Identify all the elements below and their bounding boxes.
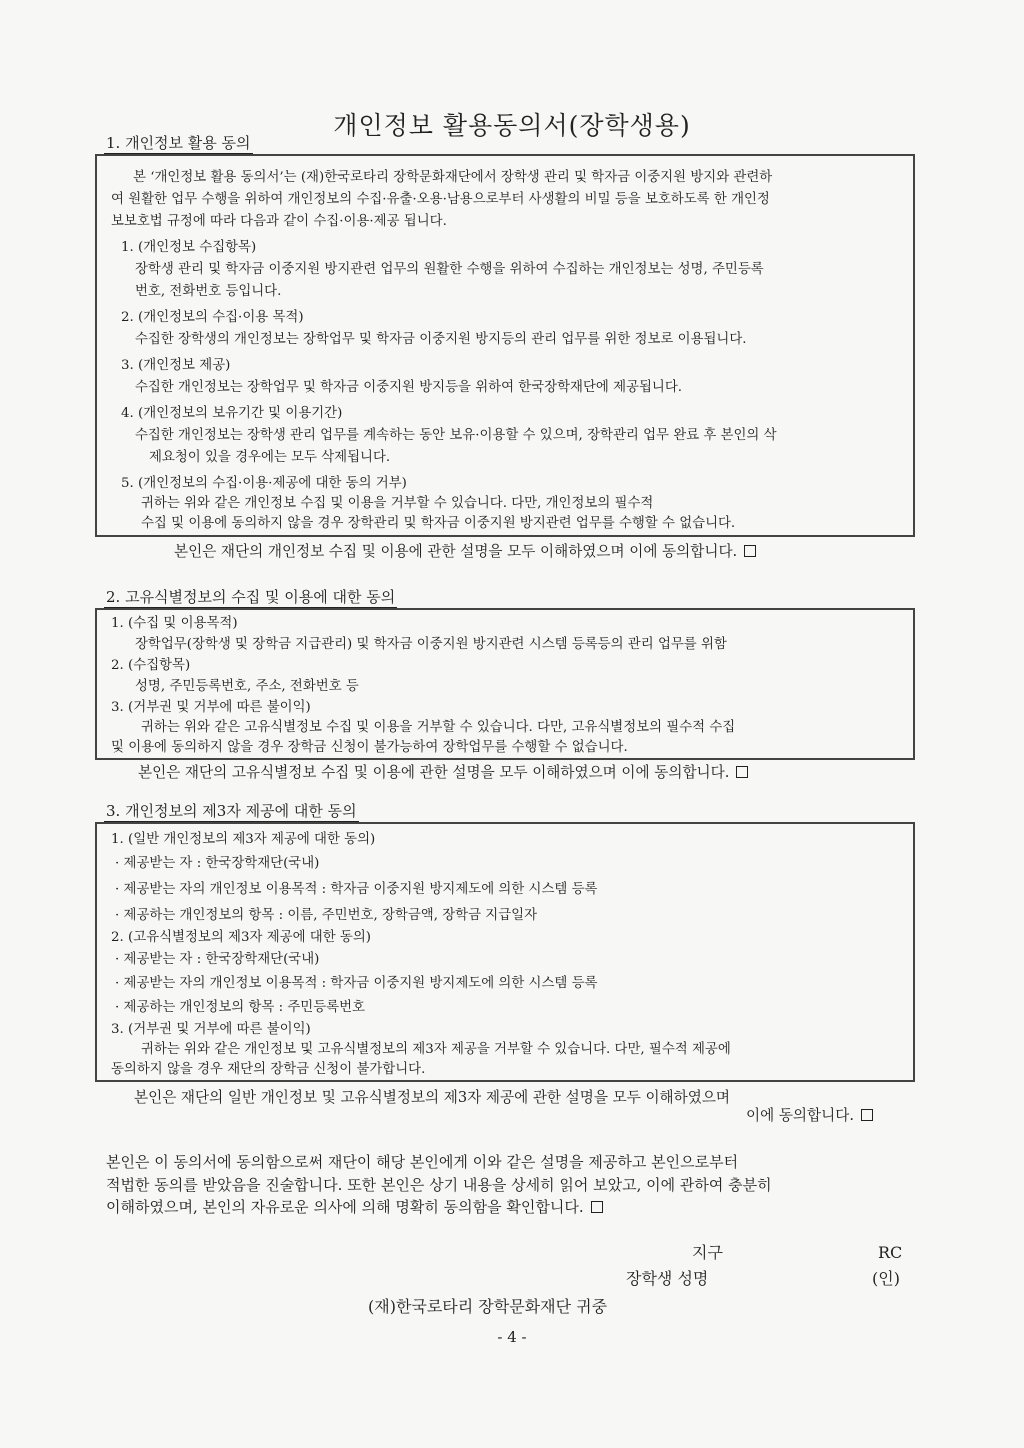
s1-line: 3. (개인정보 제공) <box>121 358 231 373</box>
district-suffix: RC <box>878 1243 903 1262</box>
s3-line: · 제공받는 자 : 한국장학재단(국내) <box>115 856 320 871</box>
s2-line: 2. (수집항목) <box>111 658 191 673</box>
s2-line: 성명, 주민등록번호, 주소, 전화번호 등 <box>135 679 359 694</box>
final-statement-line: 본인은 이 동의서에 동의함으로써 재단이 해당 본인에게 이와 같은 설명을 제공하고 본인으로부터 <box>106 1153 739 1171</box>
section-3-heading: 3. 개인정보의 제3자 제공에 대한 동의 <box>106 802 357 820</box>
final-agree-checkbox[interactable] <box>591 1201 603 1213</box>
s1-line: 본 ‘개인정보 활용 동의서’는 (재)한국로타리 장학문화재단에서 장학생 관리 및 학자금 이중지원 방지와 관련하 <box>133 170 773 185</box>
s1-line: 수집한 장학생의 개인정보는 장학업무 및 학자금 이중지원 방지등의 관리 업무를 위한 정보로 이용됩니다. <box>135 332 747 347</box>
section-3-agreement-line2 <box>746 1106 873 1126</box>
section-2-agreement <box>138 763 748 783</box>
s3-line: 귀하는 위와 같은 개인정보 및 고유식별정보의 제3자 제공을 거부할 수 있습니다. 다만, 필수적 제공에 <box>141 1042 731 1057</box>
section-1-box <box>95 154 915 537</box>
s3-line: 동의하지 않을 경우 재단의 장학금 신청이 불가합니다. <box>111 1062 426 1077</box>
section-2-box <box>95 608 915 760</box>
page-number: - 4 - <box>497 1328 527 1346</box>
s3-line: 3. (거부권 및 거부에 따른 불이익) <box>111 1022 311 1037</box>
section-2-agreement-text: 본인은 재단의 고유식별정보 수집 및 이용에 관한 설명을 모두 이해하였으며 이에 동의합니다. <box>138 764 730 781</box>
s1-line: 장학생 관리 및 학자금 이중지원 방지관련 업무의 원활한 수행을 위하여 수집하는 개인정보는 성명, 주민등록 <box>135 262 764 277</box>
s1-line: 여 원활한 업무 수행을 위하여 개인정보의 수집·유출·오용·남용으로부터 사생활의 비밀 등을 보호하도록 한 개인정 <box>111 192 770 207</box>
section-2-heading: 2. 고유식별정보의 수집 및 이용에 대한 동의 <box>106 588 396 606</box>
s1-line: 1. (개인정보 수집항목) <box>121 240 257 255</box>
section-1-heading: 1. 개인정보 활용 동의 <box>106 134 251 152</box>
s1-line: 제요청이 있을 경우에는 모두 삭제됩니다. <box>149 450 391 465</box>
section-2-agree-checkbox[interactable] <box>736 766 748 778</box>
s1-line: 번호, 전화번호 등입니다. <box>135 284 282 299</box>
section-1-agree-checkbox[interactable] <box>744 545 756 557</box>
s1-line: 수집 및 이용에 동의하지 않을 경우 장학관리 및 학자금 이중지원 방지관련 업무를 수행할 수 없습니다. <box>141 516 736 531</box>
s2-line: 3. (거부권 및 거부에 따른 불이익) <box>111 700 311 715</box>
s2-line: 및 이용에 동의하지 않을 경우 장학금 신청이 불가능하여 장학업무를 수행할 수 없습니다. <box>111 740 628 755</box>
final-statement-text: 이해하였으며, 본인의 자유로운 의사에 의해 명확히 동의함을 확인합니다. <box>106 1198 584 1216</box>
s3-line: · 제공받는 자의 개인정보 이용목적 : 학자금 이중지원 방지제도에 의한 시스템 등록 <box>115 976 598 991</box>
page-title: 개인정보 활용동의서(장학생용) <box>333 111 691 140</box>
section-3-agreement-line1: 본인은 재단의 일반 개인정보 및 고유식별정보의 제3자 제공에 관한 설명을 모두 이해하였으며 <box>134 1089 731 1106</box>
s1-line: 수집한 개인정보는 장학생 관리 업무를 계속하는 동안 보유·이용할 수 있으며, 장학관리 업무 완료 후 본인의 삭 <box>135 428 777 443</box>
recipient: (재)한국로타리 장학문화재단 귀중 <box>368 1297 608 1316</box>
final-statement-line: 적법한 동의를 받았음을 진술합니다. 또한 본인은 상기 내용을 상세히 읽어 보았고, 이에 관하여 충분히 <box>106 1176 772 1194</box>
section-3-agree-checkbox[interactable] <box>861 1109 873 1121</box>
s1-line: 수집한 개인정보는 장학업무 및 학자금 이중지원 방지등을 위하여 한국장학재단에 제공됩니다. <box>135 380 683 395</box>
section-1-agreement <box>174 542 756 562</box>
seal-mark: (인) <box>872 1269 900 1288</box>
district-label: 지구 <box>692 1243 723 1262</box>
section-3-box <box>95 822 915 1082</box>
s3-line: · 제공하는 개인정보의 항목 : 이름, 주민번호, 장학금액, 장학금 지급일자 <box>115 908 538 923</box>
s3-line: · 제공하는 개인정보의 항목 : 주민등록번호 <box>115 1000 365 1015</box>
final-statement-line <box>106 1196 603 1218</box>
s3-line: · 제공받는 자 : 한국장학재단(국내) <box>115 952 320 967</box>
s1-line: 5. (개인정보의 수집·이용·제공에 대한 동의 거부) <box>121 476 407 491</box>
section-3-agreement-text: 이에 동의합니다. <box>746 1107 854 1124</box>
student-name-label: 장학생 성명 <box>626 1269 709 1288</box>
s1-line: 4. (개인정보의 보유기간 및 이용기간) <box>121 406 343 421</box>
s1-line: 귀하는 위와 같은 개인정보 수집 및 이용을 거부할 수 있습니다. 다만, 개인정보의 필수적 <box>141 496 654 511</box>
s3-line: · 제공받는 자의 개인정보 이용목적 : 학자금 이중지원 방지제도에 의한 시스템 등록 <box>115 882 598 897</box>
s1-line: 2. (개인정보의 수집·이용 목적) <box>121 310 304 325</box>
s2-line: 귀하는 위와 같은 고유식별정보 수집 및 이용을 거부할 수 있습니다. 다만, 고유식별정보의 필수적 수집 <box>141 720 736 735</box>
s2-line: 장학업무(장학생 및 장학금 지급관리) 및 학자금 이중지원 방지관련 시스템 등록등의 관리 업무를 위함 <box>135 637 727 652</box>
section-1-agreement-text: 본인은 재단의 개인정보 수집 및 이용에 관한 설명을 모두 이해하였으며 이에 동의합니다. <box>174 543 738 560</box>
s3-line: 2. (고유식별정보의 제3자 제공에 대한 동의) <box>111 930 371 945</box>
s3-line: 1. (일반 개인정보의 제3자 제공에 대한 동의) <box>111 832 376 847</box>
s2-line: 1. (수집 및 이용목적) <box>111 616 238 631</box>
s1-line: 보보호법 규정에 따라 다음과 같이 수집·이용·제공 됩니다. <box>111 214 447 229</box>
